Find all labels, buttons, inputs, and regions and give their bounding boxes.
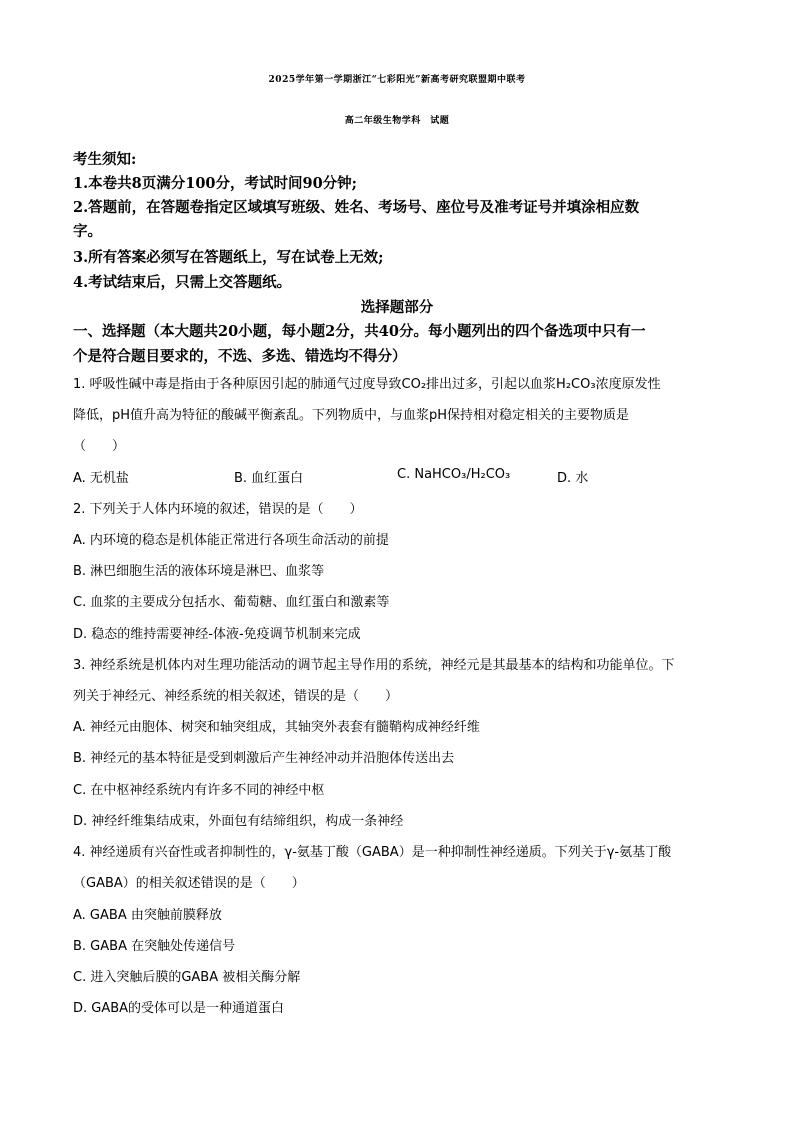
question-4-option-c: C. 进入突触后膜的GABA 被相关酶分解 (73, 970, 301, 985)
question-1-option-a: A. 无机盐 (73, 471, 129, 486)
question-1-stem-cont: 降低，pH值升高为特征的酸碱平衡紊乱。下列物质中，与血浆pH保持相对稳定相关的主要物质是 (73, 408, 630, 423)
question-2-stem: 2. 下列关于人体内环境的叙述，错误的是（ ） (73, 502, 363, 517)
notice-item-1: 1.本卷共8页满分100分，考试时间90分钟; (73, 175, 358, 192)
question-4-stem-cont: （GABA）的相关叙述错误的是（ ） (73, 876, 305, 891)
question-3-option-a: A. 神经元由胞体、树突和轴突组成，其轴突外表套有髓鞘构成神经纤维 (73, 720, 480, 735)
notice-item-2: 2.答题前，在答题卷指定区域填写班级、姓名、考场号、座位号及准考证号并填涂相应数 (73, 199, 640, 216)
question-2-option-a: A. 内环境的稳态是机体能正常进行各项生命活动的前提 (73, 533, 389, 548)
question-2-option-b: B. 淋巴细胞生活的液体环境是淋巴、血浆等 (73, 564, 325, 579)
notice-heading: 考生须知: (73, 151, 137, 168)
question-4-option-b: B. GABA 在突触处传递信号 (73, 939, 236, 954)
notice-item-2-cont: 字。 (73, 223, 102, 240)
question-3-stem-cont: 列关于神经元、神经系统的相关叙述，错误的是（ ） (73, 689, 399, 704)
question-3-option-c: C. 在中枢神经系统内有许多不同的神经中枢 (73, 783, 325, 798)
exam-title: 2025学年第一学期浙江“七彩阳光”新高考研究联盟期中联考 (268, 75, 526, 85)
question-2-option-d: D. 稳态的维持需要神经-体液-免疫调节机制来完成 (73, 627, 361, 642)
question-1-option-b: B. 血红蛋白 (234, 471, 304, 486)
question-1-option-d: D. 水 (557, 471, 589, 486)
question-3-option-b: B. 神经元的基本特征是受到刺激后产生神经冲动并沿胞体传送出去 (73, 751, 455, 766)
section-part-title: 选择题部分 (360, 299, 434, 316)
question-3-stem: 3. 神经系统是机体内对生理功能活动的调节起主导作用的系统，神经元是其最基本的结构和功能单位。下 (73, 658, 675, 673)
section-instructions: 一、选择题（本大题共20小题，每小题2分，共40分。每小题列出的四个备选项中只有一 (73, 323, 646, 340)
question-4-stem: 4. 神经递质有兴奋性或者抑制性的，γ-氨基丁酸（GABA）是一种抑制性神经递质。下列关于γ-氨基丁酸 (73, 845, 672, 860)
question-1-stem: 1. 呼吸性碱中毒是指由于各种原因引起的肺通气过度导致CO₂排出过多，引起以血浆H₂CO₃浓度原发性 (73, 377, 661, 392)
notice-item-3: 3.所有答案必须写在答题纸上，写在试卷上无效; (73, 249, 384, 266)
question-4-option-a: A. GABA 由突触前膜释放 (73, 908, 222, 923)
question-3-option-d: D. 神经纤维集结成束，外面包有结缔组织，构成一条神经 (73, 814, 404, 829)
section-instructions-cont: 个是符合题目要求的，不选、多选、错选均不得分） (73, 348, 407, 365)
question-2-option-c: C. 血浆的主要成分包括水、葡萄糖、血红蛋白和激素等 (73, 595, 390, 610)
question-4-option-d: D. GABA的受体可以是一种通道蛋白 (73, 1001, 285, 1016)
notice-item-4: 4.考试结束后，只需上交答题纸。 (73, 274, 292, 291)
question-1-blank: （ ） (73, 439, 126, 454)
question-1-option-c: C. NaHCO₃/H₂CO₃ (397, 467, 511, 482)
exam-subtitle: 高二年级生物学科 试题 (344, 116, 450, 126)
